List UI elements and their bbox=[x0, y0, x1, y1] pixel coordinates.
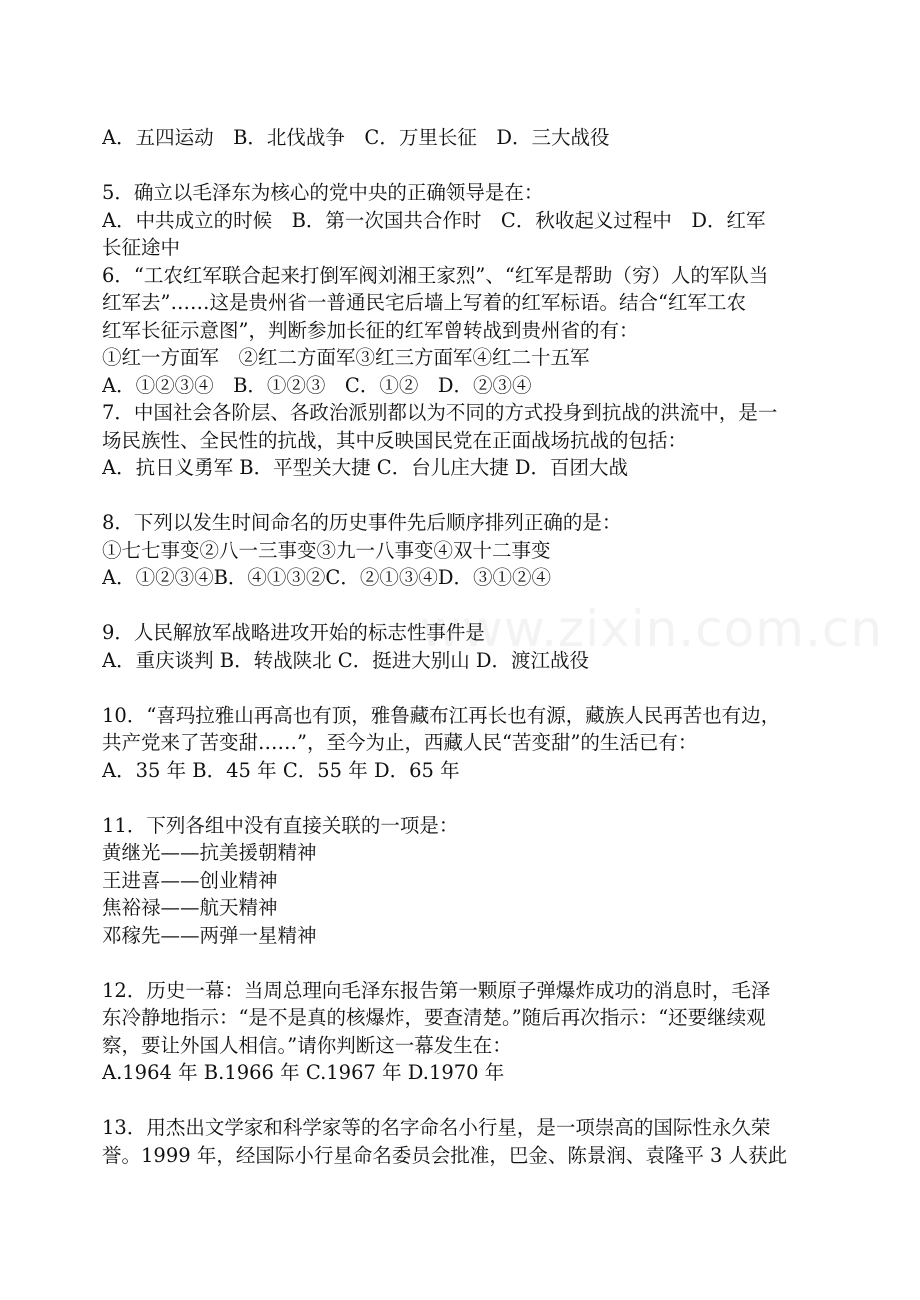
text-line: 8．下列以发生时间命名的历史事件先后顺序排列正确的是： bbox=[102, 511, 622, 534]
text-line: ①七七事变②八一三事变③九一八事变④双十二事变 bbox=[102, 538, 551, 562]
blank-line bbox=[102, 1087, 824, 1115]
text-line: 察，要让外国人相信。”请你判断这一幕发生在： bbox=[102, 1033, 512, 1057]
text-line: 场民族性、全民性的抗战，其中反映国民党在正面战场抗战的包括： bbox=[102, 428, 688, 452]
blank-line bbox=[102, 784, 824, 812]
text-line: 邓稼先——两弹一星精神 bbox=[102, 923, 317, 947]
text-line: A．①②③④ B．①②③ C．①② D．②③④ bbox=[102, 373, 532, 397]
text-line: 红军去”……这是贵州省一普通民宅后墙上写着的红军标语。结合“红军工农 bbox=[102, 291, 746, 314]
text-line: 12．历史一幕：当周总理向毛泽东报告第一颗原子弹爆炸成功的消息时，毛泽 bbox=[102, 978, 771, 1002]
text-line: A．五四运动 B．北伐战争 C．万里长征 D．三大战役 bbox=[102, 126, 610, 149]
text-line: 王进喜——创业精神 bbox=[102, 868, 278, 892]
blank-line bbox=[102, 482, 824, 510]
blank-line bbox=[102, 674, 824, 702]
document-body bbox=[102, 124, 824, 1169]
text-line: 焦裕禄——航天精神 bbox=[102, 896, 278, 919]
text-line: 9．人民解放军战略进攻开始的标志性事件是 bbox=[102, 621, 485, 644]
text-line: A．重庆谈判 B．转战陕北 C．挺进大别山 D．渡江战役 bbox=[102, 648, 590, 672]
text-line: 7．中国社会各阶层、各政治派别都以为不同的方式投身到抗战的洪流中，是一 bbox=[102, 401, 778, 424]
text-line: 10．“喜玛拉雅山再高也有顶，雅鲁藏布江再长也有源，藏族人民再苦也有边， bbox=[102, 703, 781, 727]
text-line: 黄继光——抗美援朝精神 bbox=[102, 841, 317, 864]
text-line: 6．“工农红军联合起来打倒军阀刘湘王家烈”、“红军是帮助（穷）人的军队当 bbox=[102, 263, 769, 287]
text-line: A．中共成立的时候 B．第一次国共合作时 C．秋收起义过程中 D．红军 bbox=[102, 208, 766, 232]
text-line: A．①②③④B．④①③②C．②①③④D．③①②④ bbox=[102, 566, 551, 589]
text-line: A.1964 年 B.1966 年 C.1967 年 D.1970 年 bbox=[102, 1061, 505, 1084]
text-line: 红军长征示意图”，判断参加长征的红军曾转战到贵州省的有： bbox=[102, 318, 639, 342]
text-line: 共产党来了苦变甜……”，至今为止，西藏人民“苦变甜”的生活已有： bbox=[102, 731, 698, 754]
watermark: www.zixin.com.cn bbox=[420, 600, 884, 658]
text-line: A．35 年 B．45 年 C．55 年 D．65 年 bbox=[102, 758, 460, 782]
blank-line bbox=[102, 949, 824, 977]
text-line: 长征途中 bbox=[102, 236, 181, 259]
text-line: 5．确立以毛泽东为核心的党中央的正确领导是在： bbox=[102, 181, 544, 204]
text-line: 11．下列各组中没有直接关联的一项是： bbox=[102, 813, 459, 837]
text-line: 13．用杰出文学家和科学家等的名字命名小行星，是一项崇高的国际性永久荣 bbox=[102, 1116, 771, 1139]
text-line: 誉。1999 年，经国际小行星命名委员会批准，巴金、陈景润、袁隆平 3 人获此 bbox=[102, 1143, 788, 1167]
blank-line bbox=[102, 152, 824, 180]
text-line: 东冷静地指示：“是不是真的核爆炸，要查清楚。”随后再次指示：“还要继续观 bbox=[102, 1006, 766, 1029]
text-line: A．抗日义勇军 B．平型关大捷 C．台儿庄大捷 D．百团大战 bbox=[102, 456, 629, 479]
text-line: ①红一方面军 ②红二方面军③红三方面军④红二十五军 bbox=[102, 346, 590, 369]
blank-line bbox=[102, 592, 824, 620]
